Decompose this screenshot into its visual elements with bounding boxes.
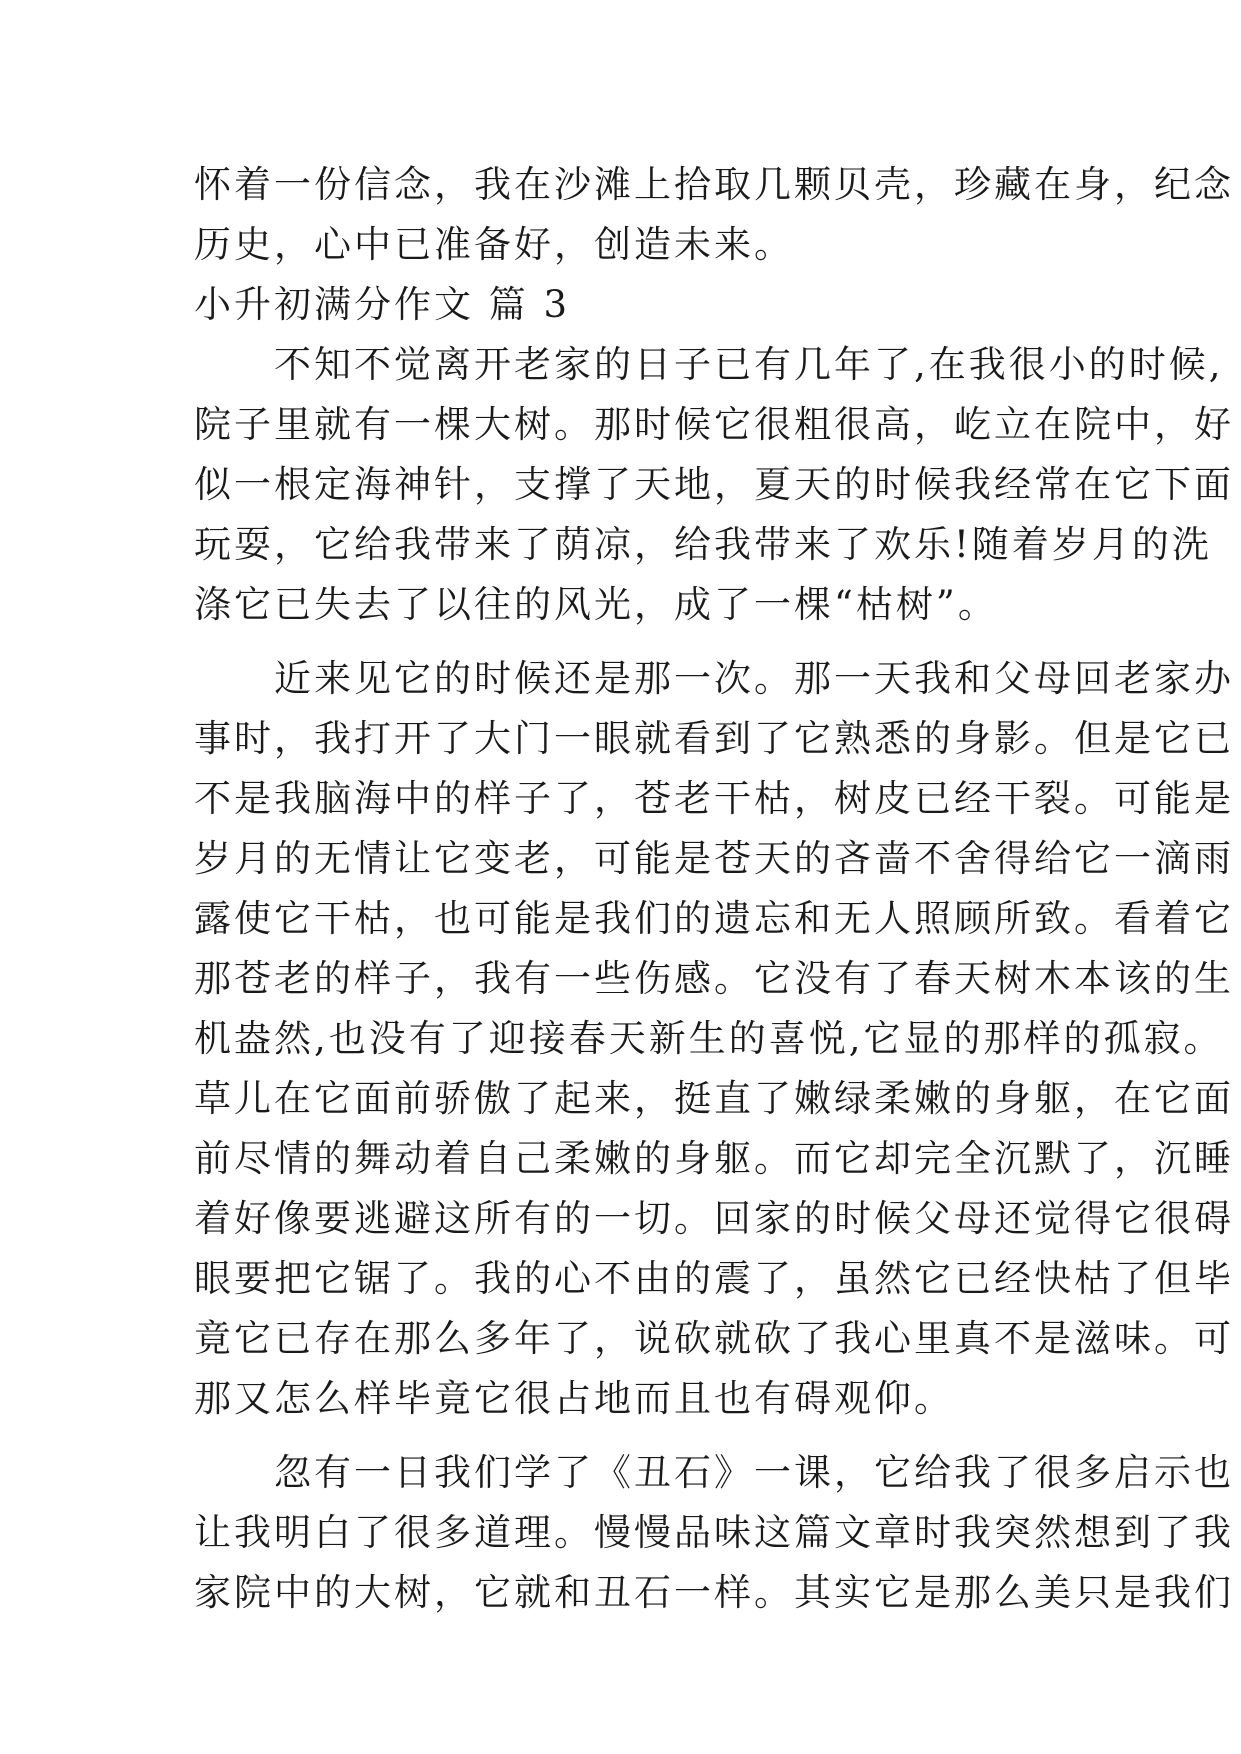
text-line: 那又怎么样毕竟它很占地而且也有碍观仰。 bbox=[194, 1377, 954, 1420]
essay-body bbox=[194, 155, 1234, 1623]
text-line: 院子里就有一棵大树。那时候它很粗很高，屹立在院中，好 bbox=[194, 403, 1234, 446]
paragraph-1 bbox=[194, 335, 1234, 635]
paragraph-spacer bbox=[194, 1429, 1064, 1443]
text-line: 玩耍，它给我带来了荫凉，给我带来了欢乐!随着岁月的洗 bbox=[194, 523, 1212, 566]
text-line: 不知不觉离开老家的日子已有几年了,在我很小的时候, bbox=[194, 343, 1224, 386]
intro-paragraph bbox=[194, 155, 1234, 275]
text-line: 机盎然,也没有了迎接春天新生的喜悦,它显的那样的孤寂。 bbox=[194, 1017, 1224, 1060]
text-line: 历史，心中已准备好，创造未来。 bbox=[194, 223, 794, 266]
text-line: 着好像要逃避这所有的一切。回家的时候父母还觉得它很碍 bbox=[194, 1197, 1234, 1240]
text-line: 那苍老的样子，我有一些伤感。它没有了春天树木本该的生 bbox=[194, 957, 1234, 1000]
text-line: 眼要把它锯了。我的心不由的震了，虽然它已经快枯了但毕 bbox=[194, 1257, 1234, 1300]
section-heading: 小升初满分作文 篇 3 bbox=[194, 283, 571, 326]
paragraph-spacer bbox=[194, 635, 1064, 649]
text-line: 家院中的大树，它就和丑石一样。其实它是那么美只是我们 bbox=[194, 1571, 1234, 1614]
text-line: 近来见它的时候还是那一次。那一天我和父母回老家办 bbox=[194, 657, 1234, 700]
text-line: 不是我脑海中的样子了，苍老干枯，树皮已经干裂。可能是 bbox=[194, 777, 1234, 820]
text-line: 草儿在它面前骄傲了起来，挺直了嫩绿柔嫩的身躯，在它面 bbox=[194, 1077, 1234, 1120]
text-line: 涤它已失去了以往的风光，成了一棵“枯树”。 bbox=[194, 583, 998, 626]
text-line: 事时，我打开了大门一眼就看到了它熟悉的身影。但是它已 bbox=[194, 717, 1234, 760]
text-line: 竟它已存在那么多年了，说砍就砍了我心里真不是滋味。可 bbox=[194, 1317, 1234, 1360]
text-line: 露使它干枯，也可能是我们的遗忘和无人照顾所致。看着它 bbox=[194, 897, 1234, 940]
text-line: 忽有一日我们学了《丑石》一课，它给我了很多启示也 bbox=[194, 1451, 1234, 1494]
text-line: 让我明白了很多道理。慢慢品味这篇文章时我突然想到了我 bbox=[194, 1511, 1234, 1554]
text-line: 似一根定海神针，支撑了天地，夏天的时候我经常在它下面 bbox=[194, 463, 1234, 506]
text-line: 前尽情的舞动着自己柔嫩的身躯。而它却完全沉默了，沉睡 bbox=[194, 1137, 1234, 1180]
text-line: 岁月的无情让它变老，可能是苍天的吝啬不舍得给它一滴雨 bbox=[194, 837, 1234, 880]
text-line: 怀着一份信念，我在沙滩上拾取几颗贝壳，珍藏在身，纪念 bbox=[194, 163, 1234, 206]
paragraph-2 bbox=[194, 649, 1234, 1429]
paragraph-3 bbox=[194, 1443, 1234, 1623]
